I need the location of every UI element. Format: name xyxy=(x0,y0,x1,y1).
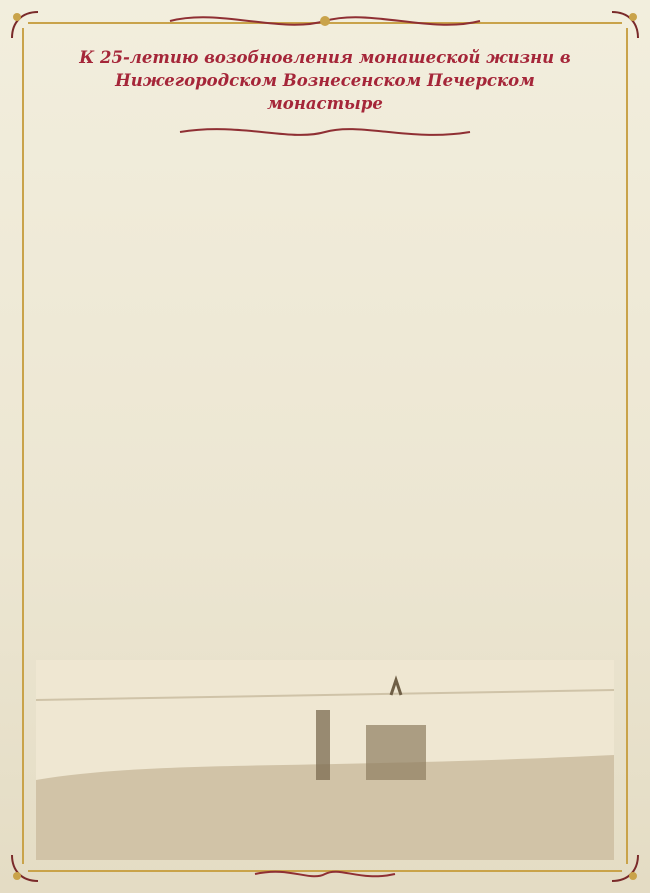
title-top-ornament xyxy=(160,8,490,34)
corner-ornament-top-left xyxy=(8,8,42,42)
corner-ornament-top-right xyxy=(608,8,642,42)
frame-right-border xyxy=(626,28,628,864)
article-body xyxy=(24,175,626,625)
bottom-ornament xyxy=(250,866,400,882)
monastery-engraving xyxy=(36,660,614,860)
title-underline-ornament xyxy=(170,122,480,142)
poster-title: К 25-летию возобновления монашеской жизни в Нижегородском Вознесенском Печерском монастыре xyxy=(79,48,571,113)
